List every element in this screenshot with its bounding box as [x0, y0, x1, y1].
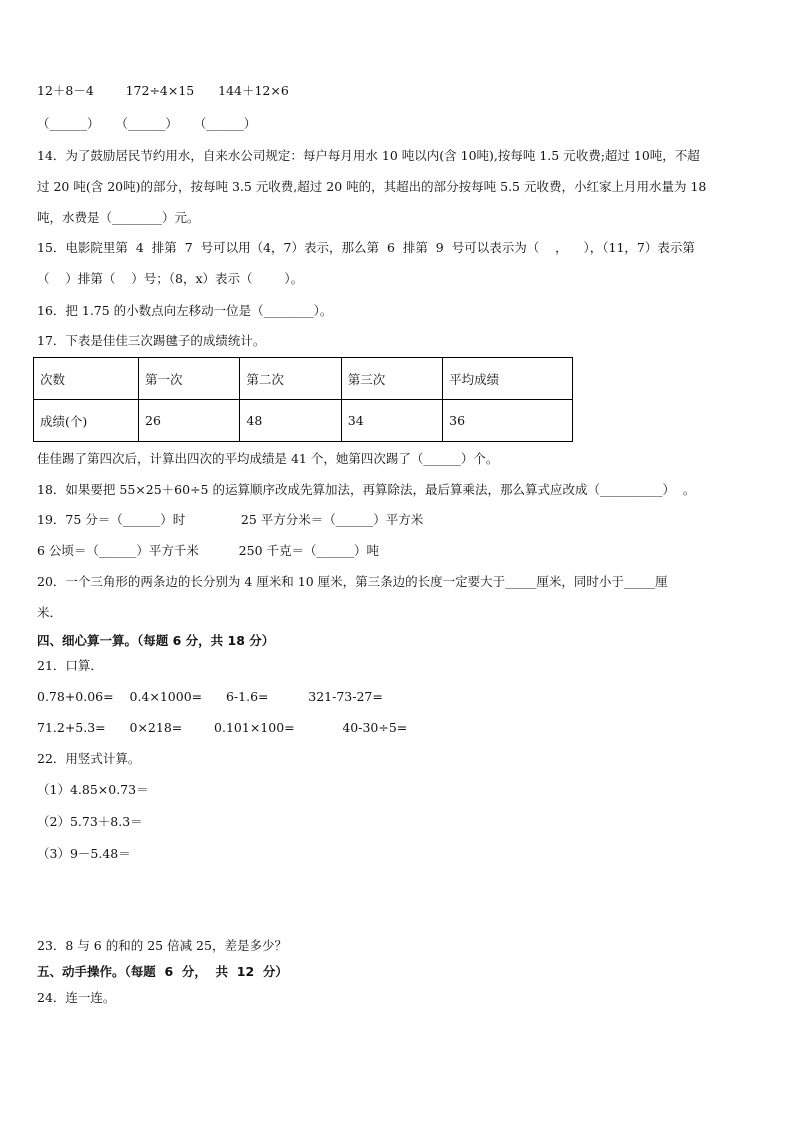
question-14-line-3: 吨，水费是（________）元。: [37, 210, 200, 225]
answer-blanks-line: （______） （______） （______）: [37, 116, 257, 131]
table-cell: 36: [443, 400, 573, 442]
table-cell: 次数: [34, 358, 139, 400]
expression-line: 12＋8－4 172÷4×15 144＋12×6: [37, 83, 289, 98]
score-table: [33, 357, 573, 442]
table-cell: 48: [240, 400, 341, 442]
question-14-line-1: 14．为了鼓励居民节约用水，自来水公司规定：每户每月用水 10 吨以内(含 10吨),按每吨 1.5 元收费;超过 10吨，不超: [37, 148, 700, 163]
question-19-line-2: 6 公顷＝（______）平方千米 250 千克＝（______）吨: [37, 543, 379, 558]
table-cell: 成绩(个): [34, 400, 139, 442]
table-cell: 第三次: [341, 358, 442, 400]
question-23: 23．8 与 6 的和的 25 倍减 25，差是多少？: [37, 938, 287, 953]
section-4-heading: 四、细心算一算。（每题 6 分，共 18 分）: [37, 633, 275, 648]
question-24: 24．连一连。: [37, 990, 116, 1005]
question-15-line-1: 15．电影院里第 4 排第 7 号可以用（4，7）表示，那么第 6 排第 9 号可以表示为（ ， ），（11，7）表示第: [37, 240, 695, 255]
table-cell: 26: [139, 400, 240, 442]
table-cell: 平均成绩: [443, 358, 573, 400]
question-20-line-2: 米．: [37, 605, 63, 620]
question-15-line-2: （ ）排第（ ）号；（8，x）表示（ ）。: [37, 271, 304, 286]
question-22-part-3: （3）9－5.48＝: [37, 846, 131, 861]
question-22-part-1: （1）4.85×0.73＝: [37, 782, 149, 797]
question-20-line-1: 20．一个三角形的两条边的长分别为 4 厘米和 10 厘米，第三条边的长度一定要大于_____厘米，同时小于_____厘: [37, 574, 668, 589]
question-21: 21．口算．: [37, 658, 103, 673]
section-5-heading: 五、动手操作。（每题 6 分， 共 12 分）: [37, 964, 288, 979]
question-22: 22．用竖式计算。: [37, 751, 141, 766]
table-cell: 34: [341, 400, 442, 442]
question-17-followup: 佳佳踢了第四次后，计算出四次的平均成绩是 41 个，她第四次踢了（______）个。: [37, 451, 499, 466]
mental-math-row-1: 0.78+0.06= 0.4×1000= 6-1.6= 321-73-27=: [37, 689, 383, 704]
question-17: 17．下表是佳佳三次踢毽子的成绩统计。: [37, 333, 266, 348]
question-18: 18．如果要把 55×25＋60÷5 的运算顺序改成先算加法，再算除法，最后算乘法，那么算式应改成（__________） 。: [37, 482, 696, 497]
question-22-part-2: （2）5.73＋8.3＝: [37, 814, 143, 829]
table-cell: 第一次: [139, 358, 240, 400]
table-cell: 第二次: [240, 358, 341, 400]
question-19-line-1: 19．75 分＝（______）时 25 平方分米＝（______）平方米: [37, 512, 424, 527]
mental-math-row-2: 71.2+5.3= 0×218= 0.101×100= 40-30÷5=: [37, 720, 408, 735]
table-row: [34, 400, 573, 442]
question-16: 16．把 1.75 的小数点向左移动一位是（________）。: [37, 303, 333, 318]
table-header-row: [34, 358, 573, 400]
question-14-line-2: 过 20 吨(含 20吨)的部分，按每吨 3.5 元收费,超过 20 吨的，其超出的部分按每吨 5.5 元收费，小红家上月用水量为 18: [37, 179, 707, 194]
